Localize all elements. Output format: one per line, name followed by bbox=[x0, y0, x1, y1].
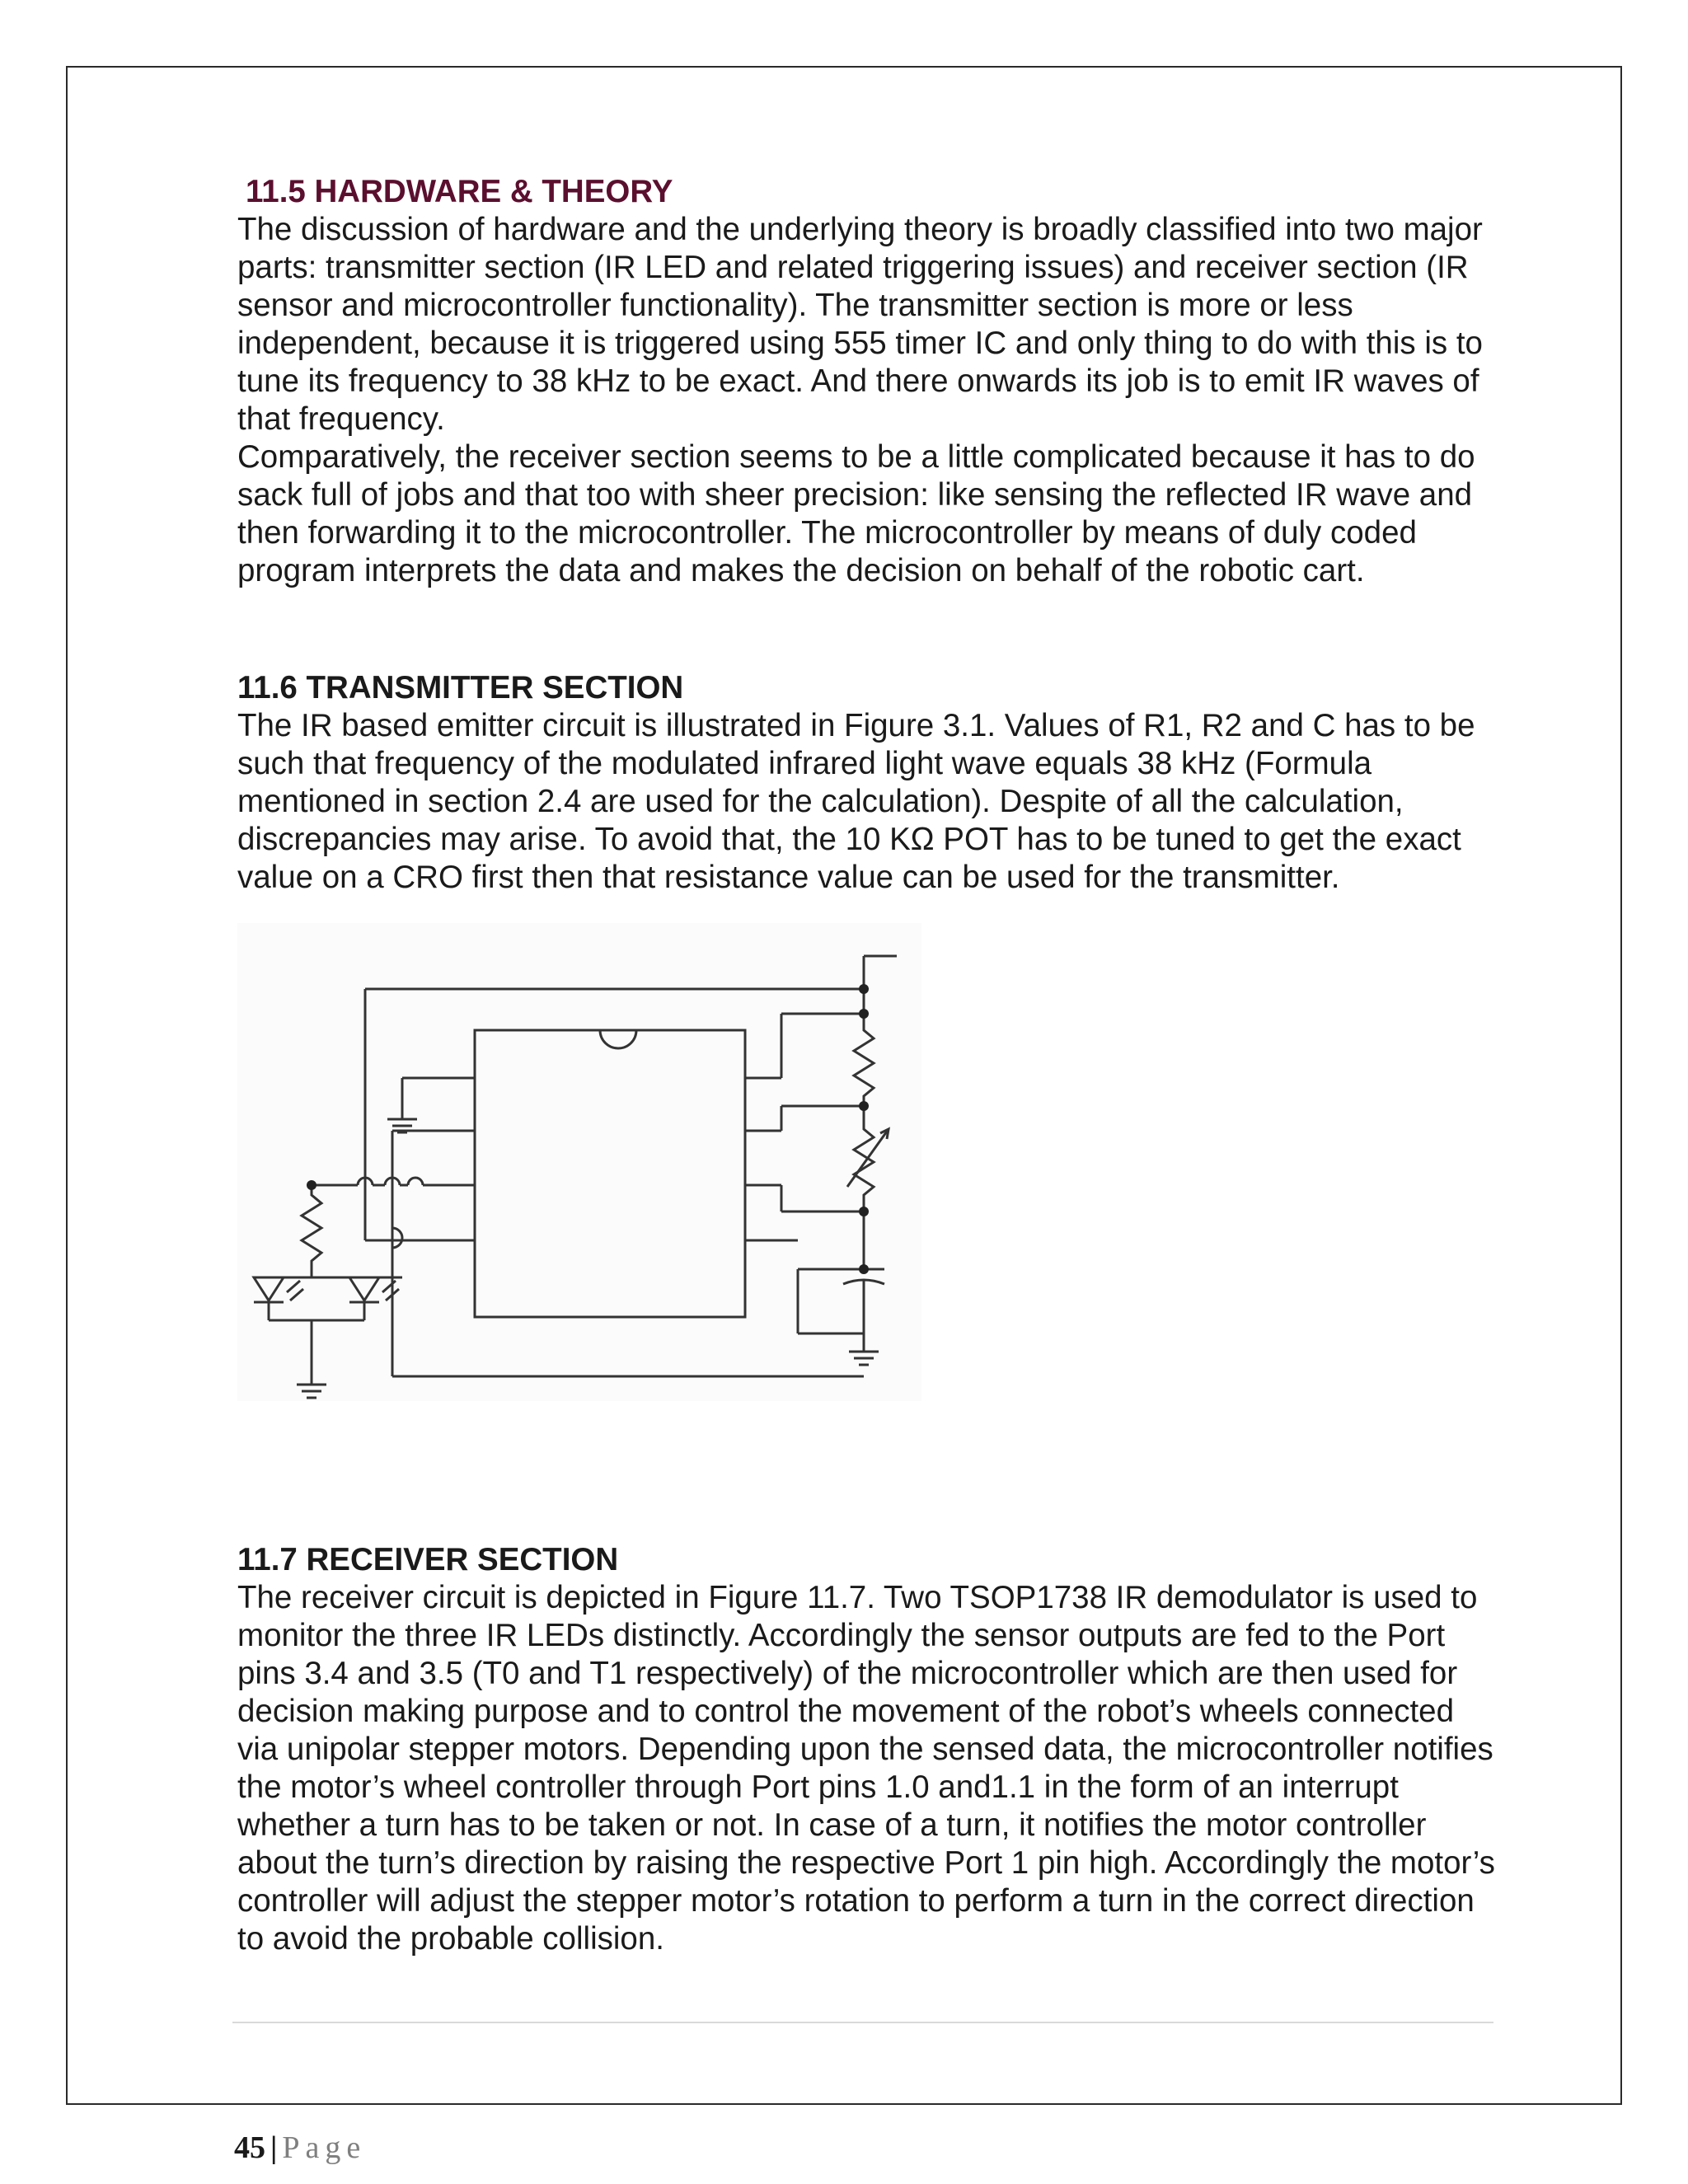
page-word: Page bbox=[282, 2130, 367, 2165]
section-heading: 11.6 TRANSMITTER SECTION bbox=[237, 670, 684, 705]
footer-divider bbox=[232, 2022, 1493, 2023]
paragraph: The discussion of hardware and the underlying theory is broadly classified into two major parts: transmitter section (IR LED and related triggering issues) and receiver section (IR sensor and microcontroller functionality). The transmitter section is more or less independent, because it is triggered using 555 timer IC and only thing to do with this is to tune its frequency to 38 kHz to be exact. And there onwards its job is to emit IR waves of that frequency. bbox=[237, 212, 1483, 437]
resistor-150 bbox=[854, 1022, 874, 1104]
page-footer bbox=[234, 2130, 366, 2166]
ic-body bbox=[475, 1030, 745, 1317]
paragraph: The receiver circuit is depicted in Figure 11.7. Two TSOP1738 IR demodulator is used to monitor the three IR LEDs distinctly. Accordingly the sensor outputs are fed to the Port pins 3.4 and 3.5 (T0 and T1 respectively) of the microcontroller which are then used for decision making purpose and to control the movement of the robot’s wheels connected via unipolar stepper motors. Depending upon the sensed data, the microcontroller notifies the motor’s wheel controller through Port pins 1.0 and1.1 in the form of an interrupt whether a turn has to be taken or not. In case of a turn, it notifies the motor controller about the turn’s direction by raising the respective Port 1 pin high. Accordingly the motor’s controller will adjust the stepper motor’s rotation to perform a turn in the correct direction to avoid the probable collision. bbox=[237, 1580, 1495, 1957]
ir-led bbox=[349, 1277, 379, 1301]
ir-led bbox=[254, 1277, 284, 1301]
circuit-diagram bbox=[237, 923, 921, 1401]
page-number: 45 bbox=[234, 2130, 265, 2165]
paragraph: Comparatively, the receiver section seems to be a little complicated because it has to do sack full of jobs and that too with sheer precision: like sensing the reflected IR wave and then forwarding it to the microcontroller. The microcontroller by means of duly coded program interprets the data and makes the decision on behalf of the robotic cart. bbox=[237, 439, 1475, 588]
section-heading: 11.7 RECEIVER SECTION bbox=[237, 1542, 619, 1577]
section-heading: 11.5 HARDWARE & THEORY bbox=[246, 174, 673, 209]
section-hardware-theory bbox=[237, 173, 1498, 590]
section-transmitter bbox=[237, 669, 1498, 897]
section-receiver bbox=[237, 1541, 1498, 1958]
footer-separator: | bbox=[270, 2130, 278, 2165]
ic-notch bbox=[600, 1030, 636, 1048]
resistor-120 bbox=[302, 1185, 321, 1277]
circuit-svg bbox=[237, 923, 921, 1401]
pot-10k bbox=[854, 1104, 874, 1212]
paragraph: The IR based emitter circuit is illustrated in Figure 3.1. Values of R1, R2 and C has to be such that frequency of the modulated infrared light wave equals 38 kHz (Formula mentioned in section 2.4 are used for the calculation). Despite of all the calculation, discrepancies may arise. To avoid that, the 10 KΩ POT has to be tuned to get the exact value on a CRO first then that resistance value can be used for the transmitter. bbox=[237, 708, 1475, 895]
